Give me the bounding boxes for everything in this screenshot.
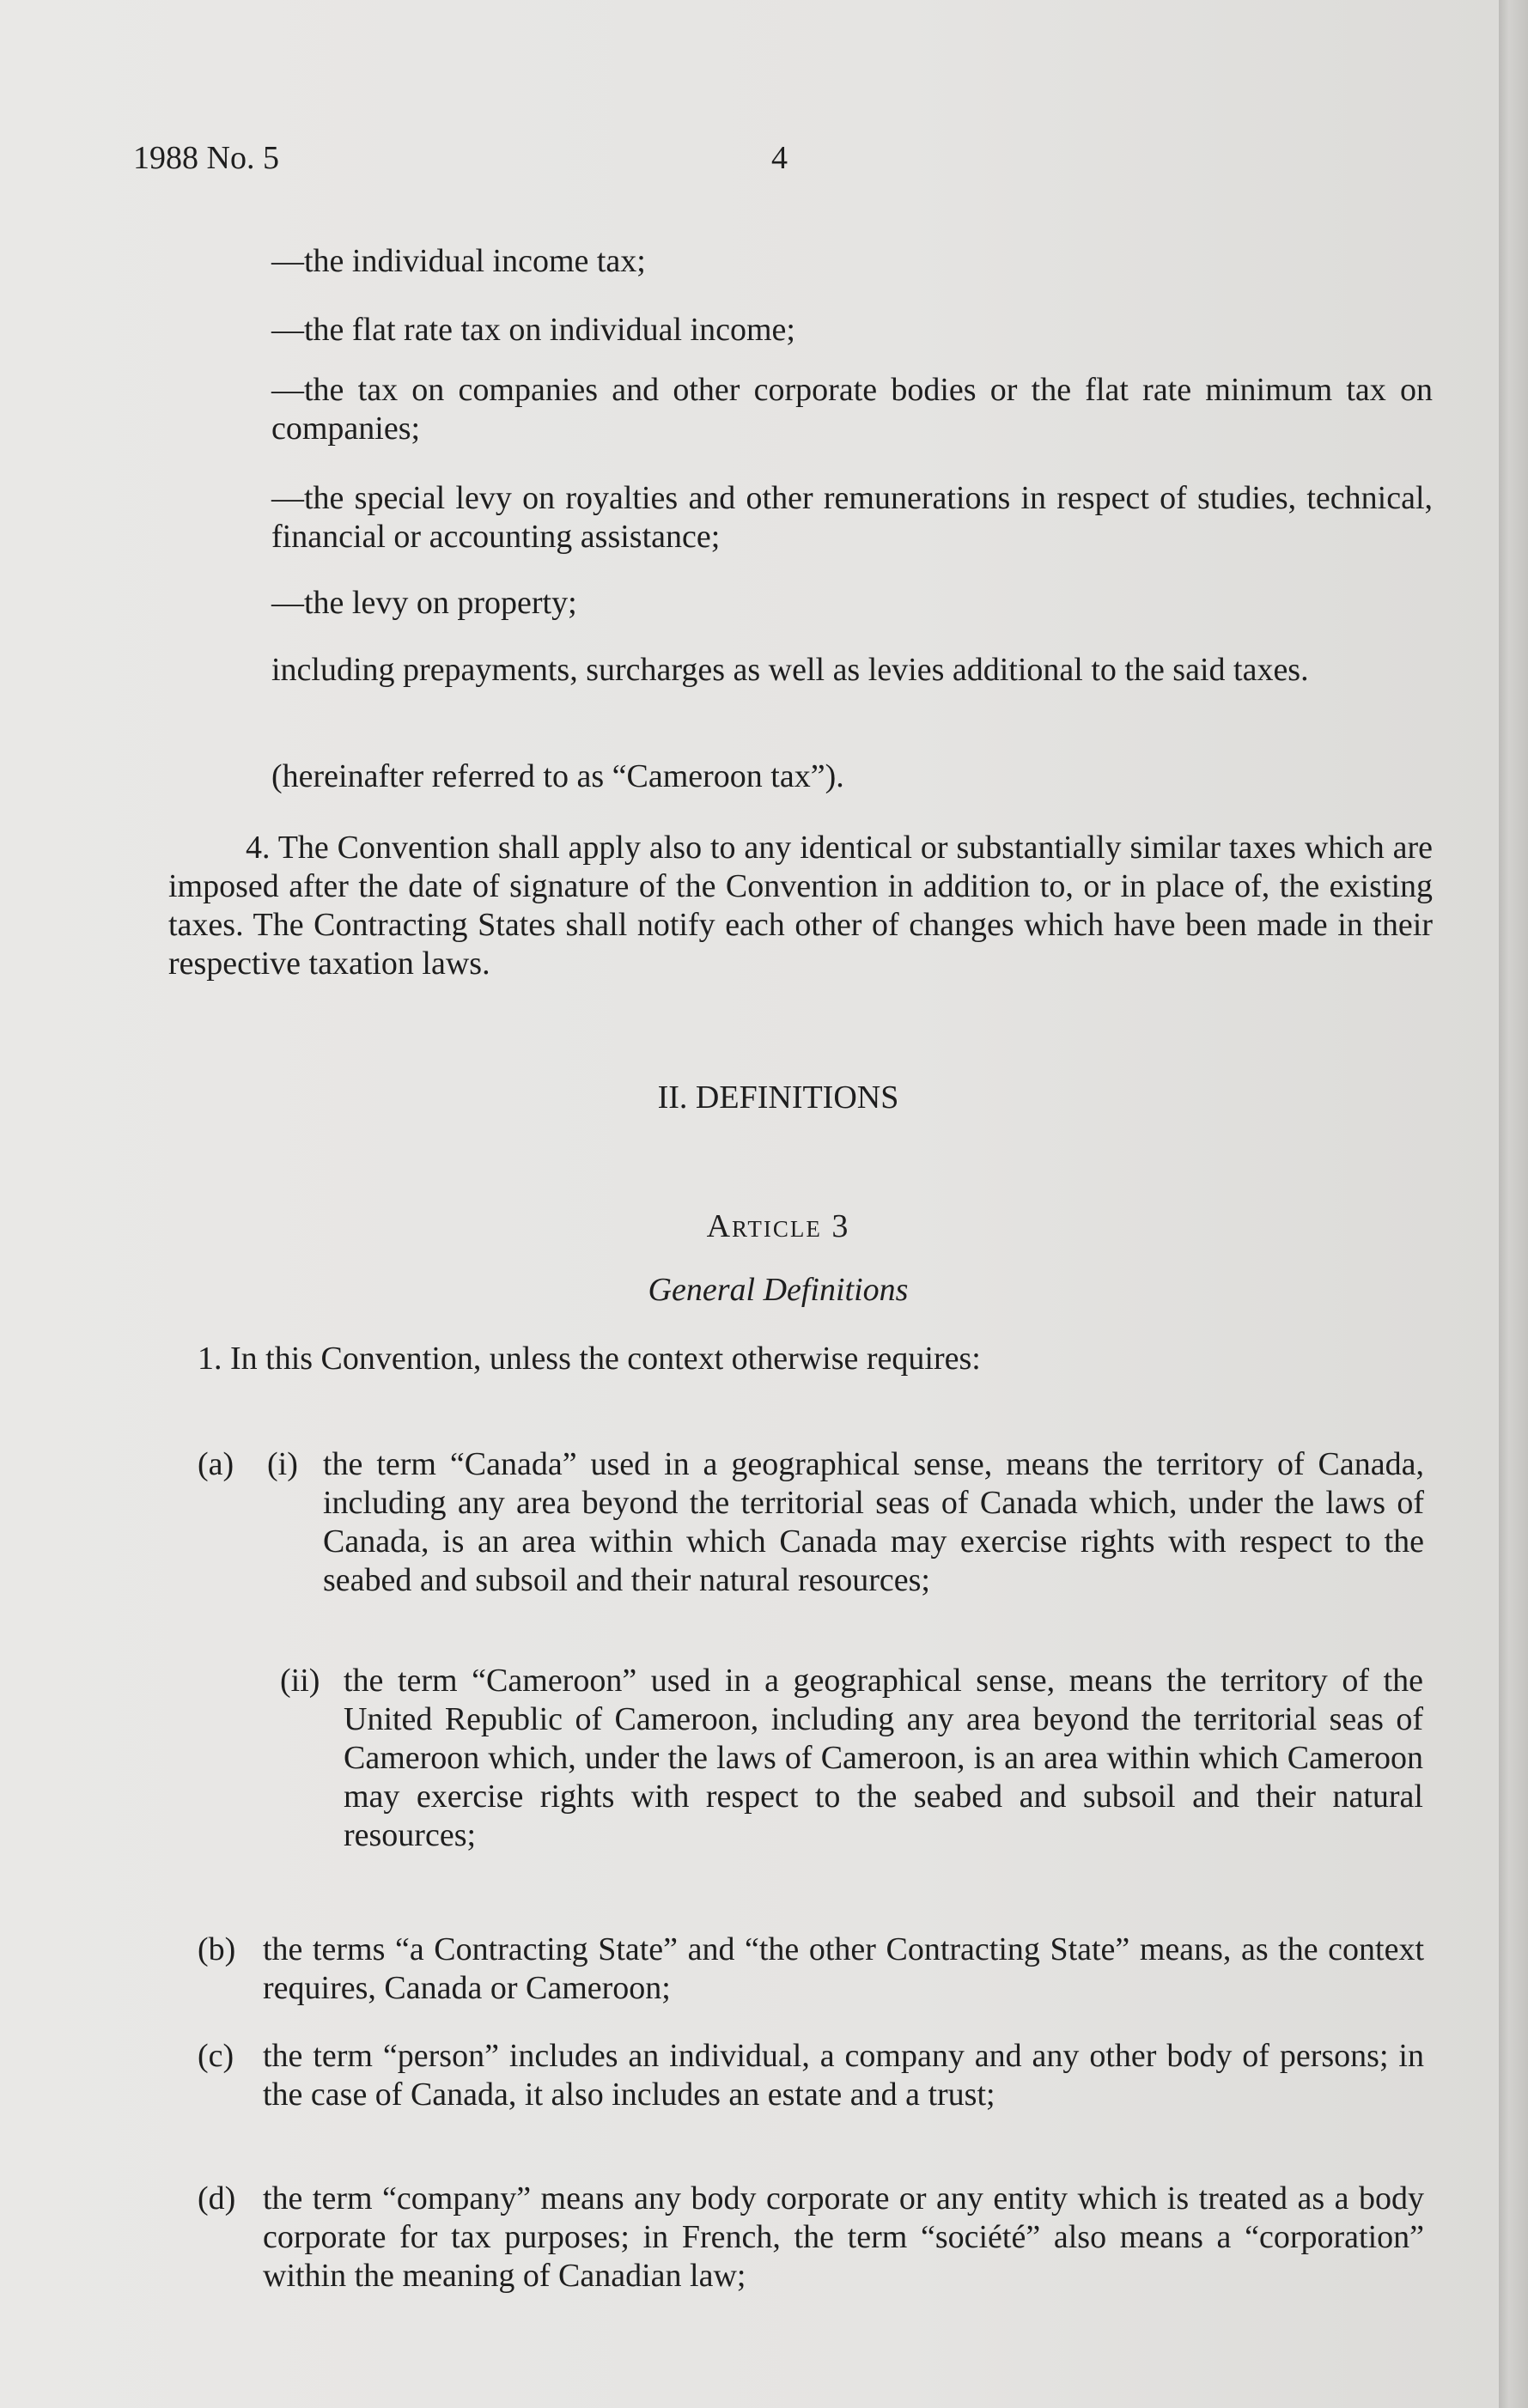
- article-subtitle: General Definitions: [648, 1272, 909, 1308]
- item-c-text: the term “person” includes an individual, a company and any other body of persons; in the case of Canada, it also includes an estate and a trust;: [263, 2038, 1424, 2113]
- item-d-text: the term “company” means any body corporate or any entity which is treated as a body corporate for tax purposes; in French, the term “société” also means a “corporation” within the meaning of Canadian law;: [263, 2180, 1424, 2294]
- article-heading: Article 3: [706, 1208, 850, 1244]
- tax-item-individual-income: —the individual income tax;: [271, 243, 646, 279]
- item-a-ii-label: (ii): [280, 1663, 320, 1699]
- item-a-i-text: the term “Canada” used in a geographical sense, means the territory of Canada, including any area beyond the territorial seas of Canada which, under the laws of Canada, is an area within which Canada may exercise rights with respect to the seabed and subsoil and their natural resources;: [323, 1446, 1424, 1598]
- item-a-ii-text: the term “Cameroon” used in a geographical sense, means the territory of the United Republic of Cameroon, including any area beyond the territorial seas of Cameroon which, under the laws of Cameroon, is an area within which Cameroon may exercise rights with respect to the seabed and subsoil and their natural resources;: [344, 1663, 1423, 1853]
- header-year-number: 1988 No. 5: [133, 140, 279, 176]
- tax-item-flat-rate: —the flat rate tax on individual income;: [271, 312, 795, 348]
- taxes-including-clause: including prepayments, surcharges as well as levies additional to the said taxes.: [271, 652, 1309, 688]
- item-a-label: (a): [198, 1446, 234, 1482]
- tax-item-companies: —the tax on companies and other corporate bodies or the flat rate minimum tax on companies;: [271, 372, 1433, 447]
- cameroon-tax-definition: (hereinafter referred to as “Cameroon tax”).: [271, 758, 844, 794]
- item-b-text: the terms “a Contracting State” and “the other Contracting State” means, as the context requires, Canada or Cameroon;: [263, 1931, 1424, 2006]
- paragraph-4: 4. The Convention shall apply also to any identical or substantially similar taxes which are imposed after the date of signature of the Convention in addition to, or in place of, the existing taxes. The Contracting States shall notify each other of changes which have been made in their respective taxation laws.: [168, 830, 1433, 982]
- header-page-number: 4: [771, 140, 788, 176]
- item-b-label: (b): [198, 1931, 236, 1967]
- section-heading: II. DEFINITIONS: [657, 1079, 899, 1116]
- page-edge-shadow: [1499, 0, 1528, 2408]
- item-a-i-label: (i): [267, 1446, 298, 1482]
- tax-item-property-levy: —the levy on property;: [271, 585, 577, 621]
- item-d-label: (d): [198, 2180, 236, 2216]
- item-c-label: (c): [198, 2038, 234, 2074]
- definitions-intro: 1. In this Convention, unless the context otherwise requires:: [198, 1341, 981, 1377]
- tax-item-special-levy: —the special levy on royalties and other remunerations in respect of studies, technical, financial or accounting assistance;: [271, 480, 1433, 555]
